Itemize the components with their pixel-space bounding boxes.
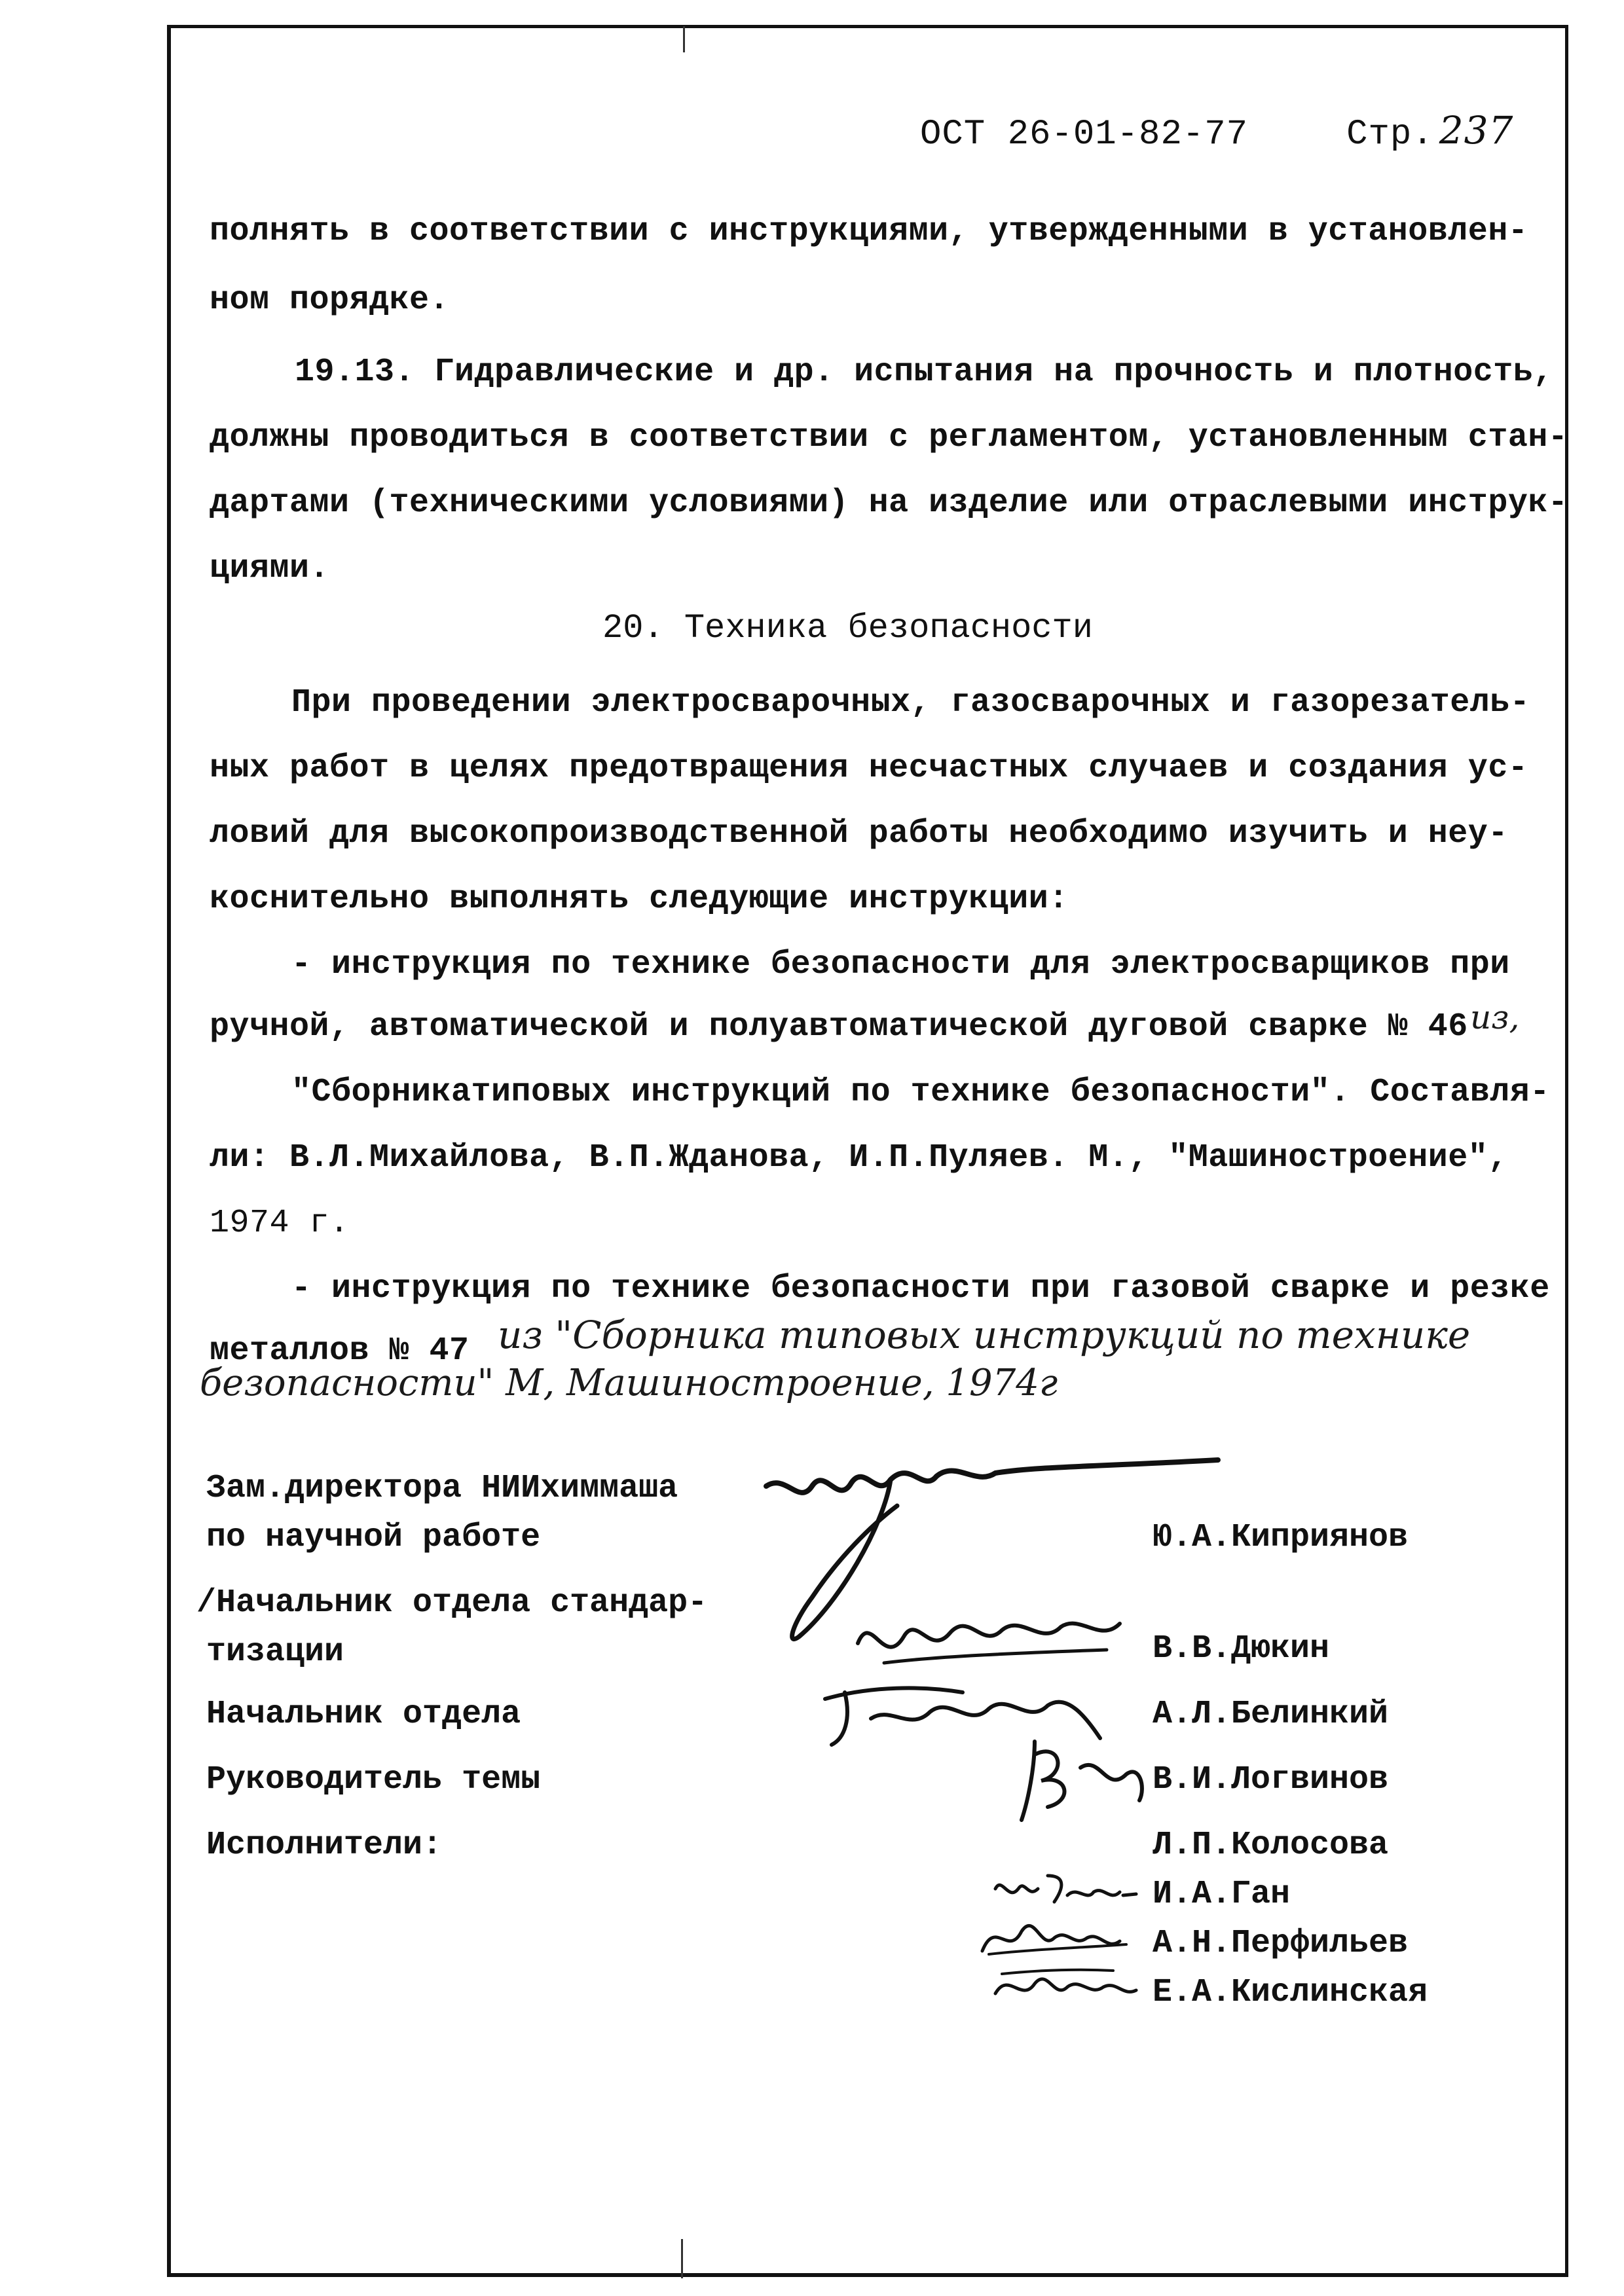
name-perfilyev: А.Н.Перфильев [1153,1925,1409,1962]
body-line-4: должны проводиться в соответствии с регламентом, установленным стан- [210,419,1568,456]
page-number: 237 [1439,108,1514,153]
role-theme-lead: Руководитель темы [206,1761,541,1798]
section-title: 20. Техника безопасности [602,609,1093,647]
section-line-1: При проведении электросварочных, газосварочных и газорезатель- [291,684,1530,721]
handwritten-line-1: из "Сборника типовых инструкций по технике [498,1313,1471,1357]
body-line-2: ном порядке. [210,282,450,319]
name-kipriyanov: Ю.А.Киприянов [1153,1519,1409,1556]
registration-tick-top [683,26,685,52]
signature-logvinov [1008,1728,1153,1827]
role-head-standardization-cont: тизации [206,1633,344,1671]
role-deputy-director: Зам.директора НИИхиммаша [206,1470,678,1507]
section-line-2: ных работ в целях предотвращения несчастных случаев и создания ус- [210,750,1528,787]
section-line-4: коснительно выполнять следующие инструкции: [210,881,1069,918]
section-line-6: ручной, автоматической и полуавтоматической дуговой сварке № 46 [210,1008,1468,1046]
name-belinkiy: А.Л.Белинкий [1153,1696,1389,1733]
section-line-7: "Сборникатиповых инструкций по технике безопасности". Составля- [291,1074,1550,1111]
section-line-10: - инструкция по технике безопасности при газовой сварке и резке [291,1270,1550,1307]
body-line-3: 19.13. Гидравлические и др. испытания на прочность и плотность, [295,354,1553,391]
name-kislinskaya: Е.А.Кислинская [1153,1974,1428,2011]
doc-code: ОСТ 26-01-82-77 [920,115,1249,155]
role-head-standardization: /Начальник отдела стандар- [196,1584,708,1622]
role-executors: Исполнители: [206,1827,443,1864]
handwritten-iz-after-46: из, [1470,998,1520,1036]
handwritten-line-2: безопасности" М, Машиностроение, 1974г [200,1362,1058,1404]
name-logvinov: В.И.Логвинов [1153,1761,1389,1798]
signature-perfilyev [976,1912,1133,1964]
name-kolosova: Л.П.Колосова [1153,1827,1389,1864]
body-line-6: циями. [210,550,330,587]
name-gan: И.А.Ган [1153,1876,1291,1913]
role-head-department: Начальник отдела [206,1696,521,1733]
section-line-11: металлов № 47 [210,1332,470,1370]
role-deputy-director-cont: по научной работе [206,1519,541,1556]
page-header [920,108,1513,155]
body-line-5: дартами (техническими условиями) на изделие или отраслевыми инструк- [210,484,1568,522]
signature-gan [989,1863,1139,1915]
section-line-9: 1974 г. [210,1205,350,1242]
signature-kislinskaya [989,1961,1146,2013]
body-line-1: полнять в соответствии с инструкциями, утвержденными в установлен- [210,213,1528,250]
page-label: Стр. [1346,115,1434,155]
name-dyukin: В.В.Дюкин [1153,1630,1330,1667]
section-line-5: - инструкция по технике безопасности для электросварщиков при [291,946,1510,983]
section-line-3: ловий для высокопроизводственной работы необходимо изучить и неу- [210,815,1508,852]
registration-tick-bottom [681,2239,683,2278]
section-line-8: ли: В.Л.Михайлова, В.П.Жданова, И.П.Пуляев. М., "Машиностроение", [210,1139,1508,1176]
